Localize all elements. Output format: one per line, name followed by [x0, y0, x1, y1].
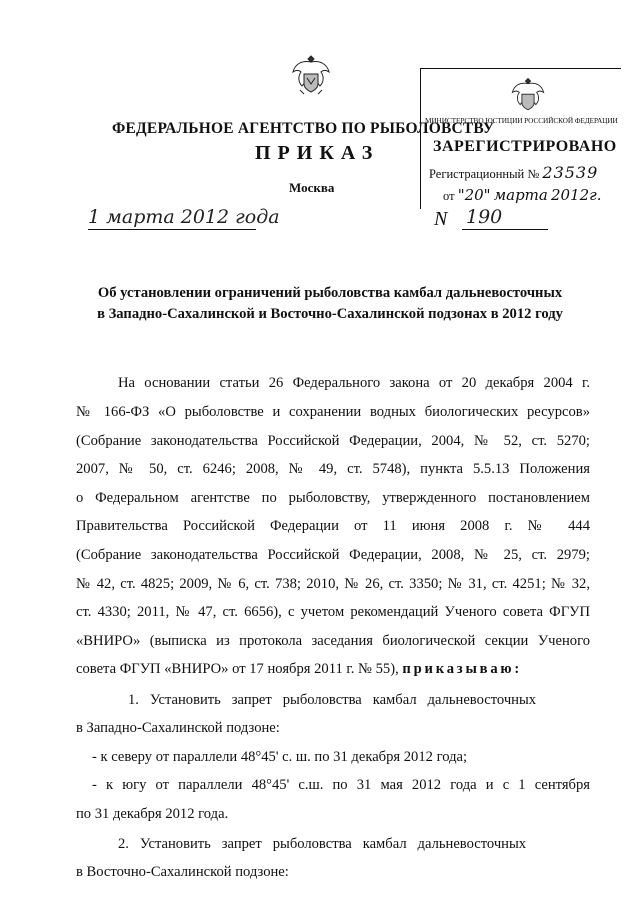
title-line-2: в Западно-Сахалинской и Восточно-Сахалинской подзонах в 2012 году — [97, 306, 563, 322]
item1-line-1: 1. Установить запрет рыболовства камбал дальневосточных — [128, 692, 537, 708]
item1-sub-1: - к северу от параллели 48°45' с. ш. по 31 декабря 2012 года; — [92, 749, 468, 765]
stamp-emblem-icon — [509, 75, 547, 115]
item2-line-2: в Восточно-Сахалинской подзоне: — [76, 864, 289, 880]
date-underline — [88, 229, 256, 230]
body-line-1: На основании статьи 26 Федерального закона от 20 декабря 2004 г. — [118, 375, 590, 391]
body-line-11 — [76, 661, 590, 678]
body-line-8: № 42, ст. 4825; 2009, № 6, ст. 738; 2010, № 26, ст. 3350; № 31, ст. 4251; № 32, — [76, 576, 590, 592]
item1-line-2: в Западно-Сахалинской подзоне: — [76, 720, 280, 736]
stamp-date-year: 2012г. — [550, 186, 602, 204]
agency-name: ФЕДЕРАЛЬНОЕ АГЕНТСТВО ПО РЫБОЛОВСТВУ — [112, 120, 495, 137]
body-line-6: Правительства Российской Федерации от 11 июня 2008 г. № 444 — [76, 518, 590, 534]
stamp-date-month: марта — [493, 186, 548, 204]
number-underline — [462, 229, 548, 230]
body-line-5: о Федеральном агентстве по рыболовству, утвержденного постановлением — [76, 490, 590, 506]
stamp-registration-number — [429, 163, 598, 182]
number-sign: N — [434, 208, 448, 230]
command-word: приказываю: — [402, 661, 523, 677]
body-line-9: ст. 4330; 2011, № 47, ст. 6656), с учетом рекомендаций Ученого совета ФГУП — [76, 604, 590, 620]
stamp-date-prefix: от — [443, 189, 455, 203]
body-line-2: № 166-ФЗ «О рыболовстве и сохранении водных биологических ресурсов» — [76, 404, 590, 420]
coat-of-arms-emblem — [290, 52, 332, 98]
document-title — [70, 283, 590, 325]
item1-sub-2-line-2: по 31 декабря 2012 года. — [76, 806, 229, 822]
stamp-registered: ЗАРЕГИСТРИРОВАНО — [433, 138, 617, 155]
reg-number: 23539 — [542, 163, 599, 182]
body-line-7: (Собрание законодательства Российской Федерации, 2008, № 25, ст. 2979; — [76, 547, 590, 563]
document-type: ПРИКАЗ — [255, 142, 380, 164]
city: Москва — [289, 180, 335, 195]
body-line-3: (Собрание законодательства Российской Федерации, 2004, № 52, ст. 5270; — [76, 433, 590, 449]
item1-sub-2-line-1: - к югу от параллели 48°45' с.ш. по 31 мая 2012 года и с 1 сентября — [92, 777, 590, 793]
body-line-10: «ВНИРО» (выписка из протокола заседания биологической секции Ученого — [76, 633, 590, 649]
title-line-1: Об установлении ограничений рыболовства камбал дальневосточных — [97, 285, 563, 301]
stamp-ministry: МИНИСТЕРСТВО ЮСТИЦИИ РОССИЙСКОЙ ФЕДЕРАЦИИ — [425, 116, 618, 125]
registration-stamp — [420, 68, 621, 209]
stamp-date-day: "20" — [457, 186, 491, 204]
stamp-date — [443, 186, 602, 204]
body-line-4: 2007, № 50, ст. 6246; 2008, № 49, ст. 5748), пункта 5.5.13 Положения — [76, 461, 590, 477]
handwritten-date: 1 марта 2012 года — [88, 206, 280, 228]
body-line-11-text: совета ФГУП «ВНИРО» от 17 ноября 2011 г. № 55), — [76, 661, 399, 677]
handwritten-number: 190 — [466, 206, 503, 228]
reg-label: Регистрационный № — [429, 167, 540, 181]
item2-line-1: 2. Установить запрет рыболовства камбал дальневосточных — [118, 836, 527, 852]
